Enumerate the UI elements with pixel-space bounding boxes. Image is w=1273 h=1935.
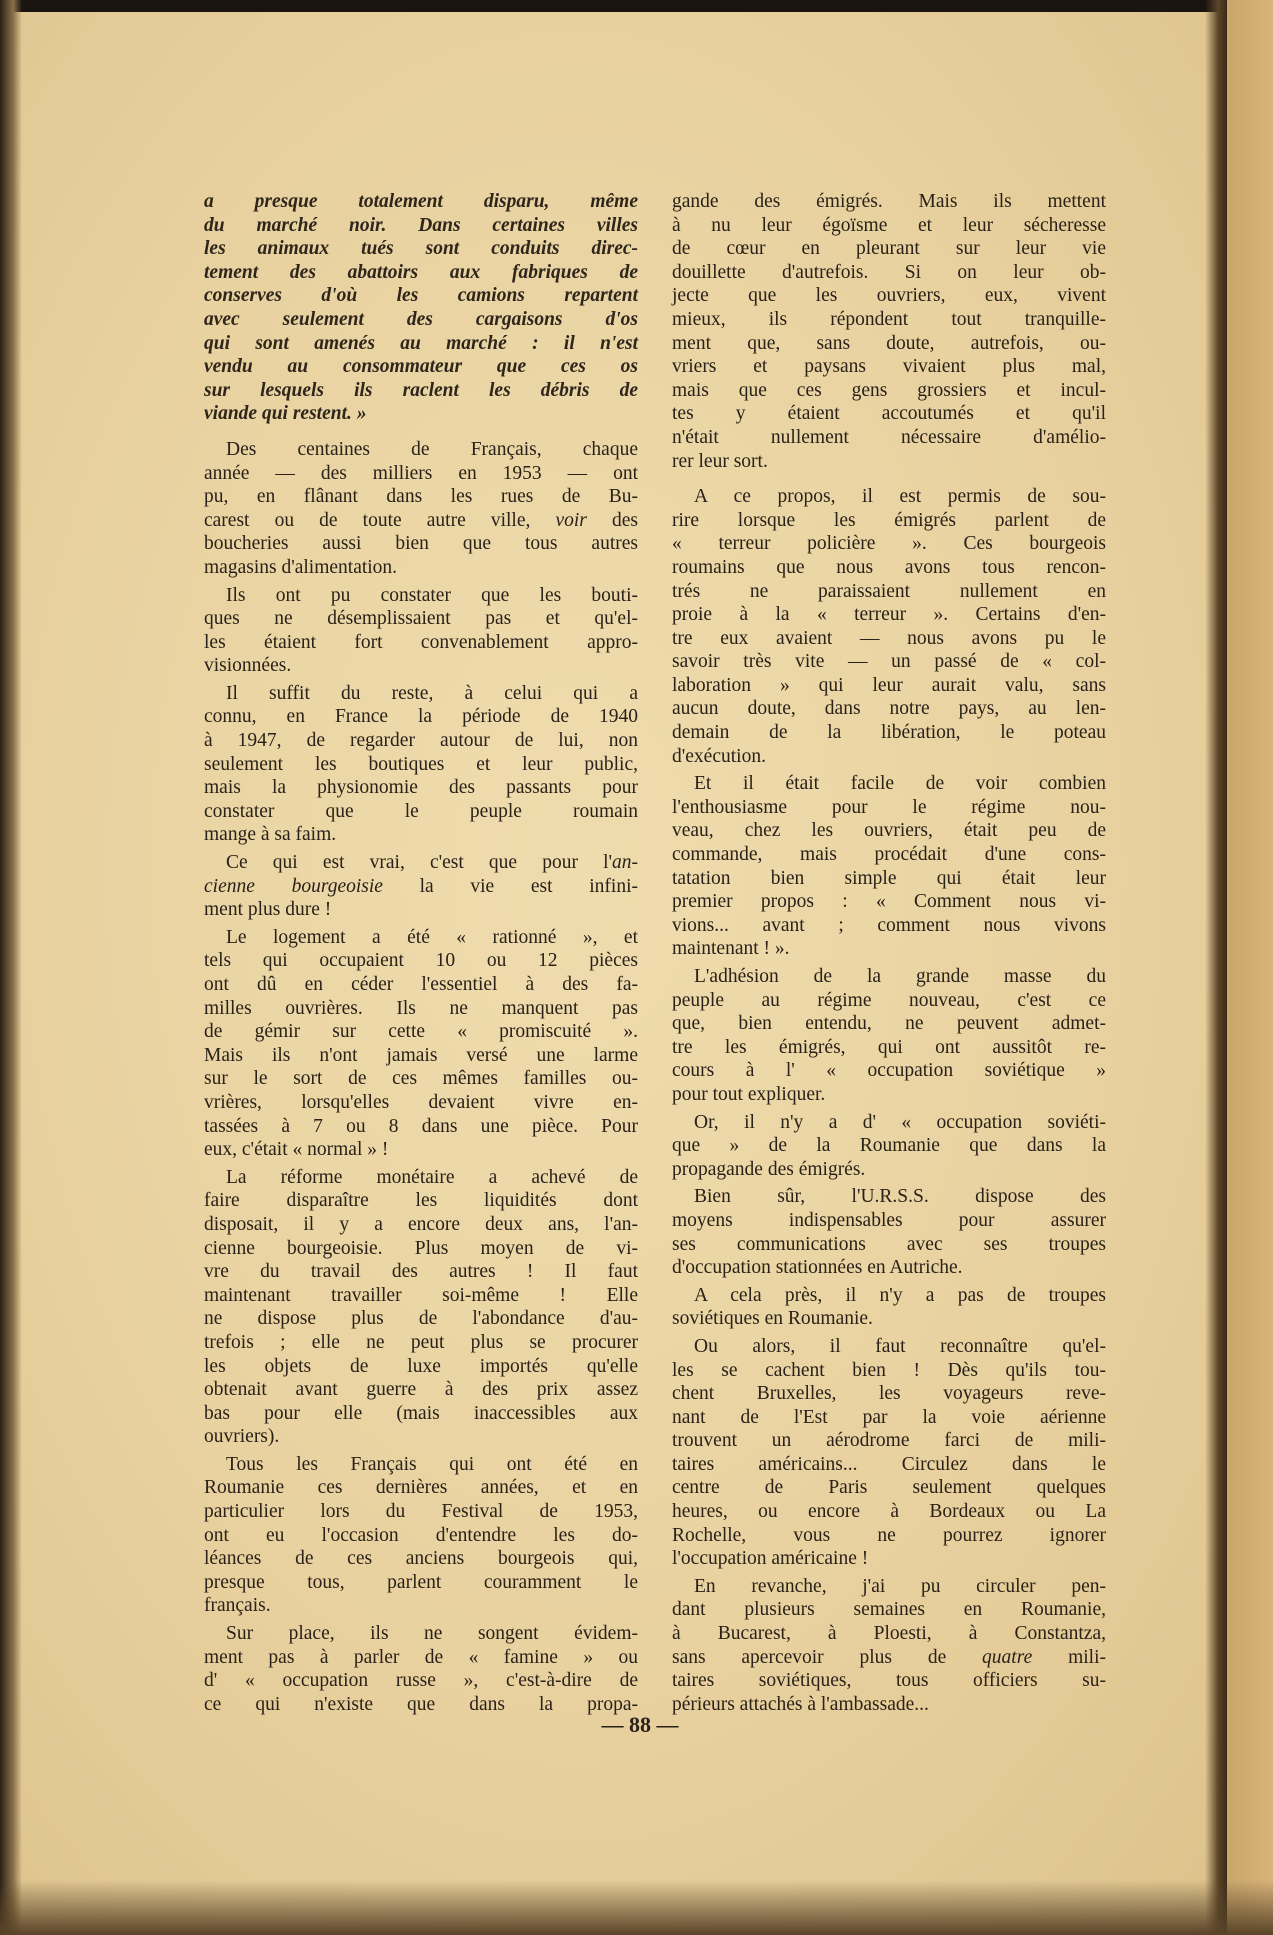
text-line: soviétiques en Roumanie.: [672, 1308, 873, 1330]
text-line: ce qui n'existe que dans la propa-: [204, 1693, 638, 1715]
text-line: Or, il n'y a d' « occupation soviéti-: [694, 1111, 1106, 1133]
scan-left-edge: [0, 0, 22, 1935]
text-line: Des centaines de Français, chaque: [226, 438, 638, 460]
text-line: taires américains... Circulez dans le: [672, 1453, 1106, 1475]
text-line: gande des émigrés. Mais ils mettent: [672, 191, 1106, 212]
text-line: français.: [204, 1595, 271, 1617]
paragraph: [672, 965, 1106, 1107]
text-column-left: [204, 190, 638, 1720]
text-line: Il suffit du reste, à celui qui a: [226, 682, 638, 704]
text-line: d'occupation stationnées en Autriche.: [672, 1257, 963, 1279]
text-line: propagande des émigrés.: [672, 1158, 866, 1180]
text-line: magasins d'alimentation.: [204, 556, 398, 578]
text-line: taires soviétiques, tous officiers su-: [672, 1670, 1106, 1692]
italic-text: cienne bourgeoisie: [204, 875, 383, 897]
text-line: trouvent un aérodrome farci de mili-: [672, 1430, 1106, 1452]
text-line: à Bucarest, à Ploesti, à Constantza,: [672, 1623, 1106, 1645]
text-line: tassées à 7 ou 8 dans une pièce. Pour: [204, 1115, 638, 1137]
text-line: Bien sûr, l'U.R.S.S. dispose des: [694, 1186, 1106, 1208]
text-line: ment plus dure !: [204, 899, 332, 921]
italic-text: an-: [612, 852, 638, 874]
text-line: [204, 875, 638, 899]
paragraph: [204, 438, 638, 580]
text-line: vendu au consommateur que ces os: [204, 356, 638, 378]
text-line: particulier lors du Festival de 1953,: [204, 1501, 638, 1523]
text-line: Mais ils n'ont jamais versé une larme: [204, 1044, 638, 1066]
paragraph: [672, 772, 1106, 961]
text-line: laboration » qui leur aurait valu, sans: [672, 674, 1106, 696]
text-line: aucun doute, dans notre pays, au len-: [672, 698, 1106, 720]
italic-text: quatre: [982, 1646, 1033, 1668]
paragraph: [204, 584, 638, 678]
text-line: sur lesquels ils raclent les débris de: [204, 379, 638, 401]
text-line: En revanche, j'ai pu circuler pen-: [694, 1575, 1106, 1597]
text-line: vre du travail des autres ! Il faut: [204, 1261, 638, 1283]
text-line: La réforme monétaire a achevé de: [226, 1166, 638, 1188]
text-line: connu, en France la période de 1940: [204, 706, 638, 728]
paragraph: [672, 190, 1106, 473]
quoted-paragraph: [204, 190, 638, 426]
text-line: mais la physionomie des passants pour: [204, 777, 638, 799]
text-line: pu, en flânant dans les rues de Bu-: [204, 486, 638, 508]
text-segment: sans apercevoir plus de: [672, 1646, 983, 1668]
paragraph: [204, 1622, 638, 1716]
text-segment: des: [586, 509, 638, 531]
text-line: de cœur en pleurant sur leur vie: [672, 238, 1106, 260]
text-line: peuple au régime nouveau, c'est ce: [672, 989, 1106, 1011]
text-line: « terreur policière ». Ces bourgeois: [672, 533, 1106, 555]
text-line: rer leur sort.: [672, 450, 768, 472]
text-line: A ce propos, il est permis de sou-: [694, 486, 1106, 508]
text-line: mieux, ils répondent tout tranquille-: [672, 308, 1106, 330]
text-line: vriers et paysans vivaient plus mal,: [672, 356, 1106, 378]
text-line: [204, 509, 638, 533]
text-line: eux, c'était « normal » !: [204, 1139, 389, 1161]
text-line: du marché noir. Dans certaines villes: [204, 214, 638, 236]
text-line: que » de la Roumanie que dans la: [672, 1135, 1106, 1157]
text-line: constater que le peuple roumain: [204, 800, 638, 822]
text-line: tatation bien simple qui était leur: [672, 867, 1106, 889]
text-line: périeurs attachés à l'ambassade...: [672, 1693, 929, 1715]
text-line: tre les émigrés, qui ont aussitôt re-: [672, 1036, 1106, 1058]
text-line: boucheries aussi bien que tous autres: [204, 533, 638, 555]
text-line: roumains que nous avons tous rencon-: [672, 556, 1106, 578]
text-line: presque tous, parlent couramment le: [204, 1571, 638, 1593]
text-line: mange à sa faim.: [204, 824, 337, 846]
text-line: disposait, il y a encore deux ans, l'an-: [204, 1213, 638, 1235]
text-line: l'enthousiasme pour le régime nou-: [672, 796, 1106, 818]
text-line: tre eux avaient — nous avons pu le: [672, 627, 1106, 649]
paragraph: [672, 485, 1106, 768]
text-line: tes y étaient accoutumés et qu'il: [672, 403, 1106, 425]
text-line: trefois ; elle ne peut plus se procurer: [204, 1331, 638, 1353]
text-line: maintenant ! ».: [672, 938, 790, 960]
paragraph: [672, 1575, 1106, 1717]
text-line: obtenait avant guerre à des prix assez: [204, 1379, 638, 1401]
text-line: les animaux tués sont conduits direc-: [204, 238, 638, 260]
text-line: Roumanie ces dernières années, et en: [204, 1477, 638, 1499]
paragraph: [672, 1335, 1106, 1571]
text-line: L'adhésion de la grande masse du: [694, 966, 1106, 987]
page-number: — 88 —: [601, 1712, 679, 1737]
text-line: vions... avant ; comment nous vivons: [672, 914, 1106, 936]
text-line: douillette d'autrefois. Si on leur ob-: [672, 261, 1106, 283]
text-line: faire disparaître les liquidités dont: [204, 1190, 638, 1212]
text-line: sur le sort de ces mêmes familles ou-: [204, 1068, 638, 1090]
text-line: veau, chez les ouvriers, était peu de: [672, 820, 1106, 842]
text-line: tement des abattoirs aux fabriques de: [204, 261, 638, 283]
text-line: Rochelle, vous ne pourrez ignorer: [672, 1524, 1106, 1546]
text-column-right: [672, 190, 1106, 1720]
text-line: n'était nullement nécessaire d'amélio-: [672, 426, 1106, 448]
text-line: bas pour elle (mais inaccessibles aux: [204, 1402, 638, 1424]
scan-bottom-edge: [0, 1880, 1273, 1935]
text-line: premier propos : « Comment nous vi-: [672, 891, 1106, 913]
paragraph: [672, 1185, 1106, 1279]
text-line: les objets de luxe importés qu'elle: [204, 1355, 638, 1377]
text-line: jecte que les ouvriers, eux, vivent: [672, 285, 1106, 307]
text-line: Sur place, ils ne songent évidem-: [226, 1623, 638, 1645]
text-line: à 1947, de regarder autour de lui, non: [204, 730, 638, 752]
paragraph: [204, 1453, 638, 1618]
text-line: avec seulement des cargaisons d'os: [204, 308, 638, 330]
text-line: maintenant travailler soi-même ! Elle: [204, 1284, 638, 1306]
text-line: d'exécution.: [672, 745, 766, 767]
text-line: ont dû en céder l'essentiel à des fa-: [204, 974, 638, 995]
scan-top-edge: [0, 0, 1273, 12]
text-line: année — des milliers en 1953 — ont: [204, 462, 638, 484]
text-line: centre de Paris seulement quelques: [672, 1477, 1106, 1499]
text-line: demain de la libération, le poteau: [672, 722, 1106, 744]
text-line: A cela près, il n'y a pas de troupes: [694, 1284, 1106, 1306]
text-line: moyens indispensables pour assurer: [672, 1209, 1106, 1231]
text-line: mais que ces gens grossiers et incul-: [672, 379, 1106, 401]
text-line: Ou alors, il faut reconnaître qu'el-: [694, 1335, 1106, 1357]
book-gutter: [1205, 0, 1227, 1935]
text-line: les se cachent bien ! Dès qu'ils tou-: [672, 1359, 1106, 1381]
text-line: ses communications avec ses troupes: [672, 1233, 1106, 1255]
text-line: ont eu l'occasion d'entendre les do-: [204, 1524, 638, 1546]
text-line: ment que, sans doute, autrefois, ou-: [672, 332, 1106, 354]
text-line: Et il était facile de voir combien: [694, 773, 1106, 795]
text-line: Le logement a été « rationné », et: [226, 926, 638, 948]
text-line: cours à l' « occupation soviétique »: [672, 1060, 1106, 1082]
paragraph: [672, 1111, 1106, 1182]
text-line: [204, 851, 638, 875]
text-line: léances de ces anciens bourgeois qui,: [204, 1548, 638, 1570]
text-line: que, bien entendu, ne peuvent admet-: [672, 1013, 1106, 1035]
text-line: [672, 1646, 1106, 1670]
text-line: l'occupation américaine !: [672, 1548, 869, 1570]
adjacent-page-edge: [1227, 0, 1273, 1935]
text-line: les étaient fort convenablement appro-: [204, 631, 638, 653]
text-line: ne dispose plus de l'abondance d'au-: [204, 1308, 638, 1330]
text-line: milles ouvrières. Ils ne manquent pas: [204, 997, 638, 1019]
paragraph: [204, 926, 638, 1162]
italic-text: voir: [555, 509, 587, 531]
text-line: à nu leur égoïsme et leur sécheresse: [672, 214, 1106, 236]
text-line: rire lorsque les émigrés parlent de: [672, 509, 1106, 531]
text-line: nant de l'Est par la voie aérienne: [672, 1406, 1106, 1428]
text-line: Tous les Français qui ont été en: [226, 1453, 638, 1475]
text-line: commande, mais procédait d'une cons-: [672, 844, 1106, 866]
text-line: qui sont amenés au marché : il n'est: [204, 332, 638, 354]
text-line: chent Bruxelles, les voyageurs reve-: [672, 1383, 1106, 1405]
text-line: pour tout expliquer.: [672, 1083, 826, 1105]
text-line: savoir très vite — un passé de « col-: [672, 651, 1106, 673]
text-line: Ils ont pu constater que les bouti-: [226, 584, 638, 606]
text-line: tels qui occupaient 10 ou 12 pièces: [204, 950, 638, 972]
text-line: ques ne désemplissaient pas et qu'el-: [204, 608, 638, 630]
text-line: vrières, lorsqu'elles devaient vivre en-: [204, 1091, 638, 1113]
text-line: a presque totalement disparu, même: [204, 191, 638, 212]
text-line: d' « occupation russe », c'est-à-dire de: [204, 1670, 638, 1692]
paragraph: [204, 1166, 638, 1449]
paragraph: [204, 682, 638, 847]
text-line: ment pas à parler de « famine » ou: [204, 1646, 638, 1668]
text-segment: Ce qui est vrai, c'est que pour l': [226, 852, 612, 874]
text-line: seulement les boutiques et leur public,: [204, 753, 638, 775]
text-line: viande qui restent. »: [204, 403, 367, 425]
text-line: cienne bourgeoisie. Plus moyen de vi-: [204, 1237, 638, 1259]
paragraph: [672, 1284, 1106, 1331]
text-line: conserves d'où les camions repartent: [204, 285, 638, 307]
text-line: visionnées.: [204, 655, 292, 677]
paragraph: [204, 851, 638, 922]
text-line: proie à la « terreur ». Certains d'en-: [672, 604, 1106, 626]
text-segment: mili-: [1032, 1646, 1106, 1668]
text-line: ouvriers).: [204, 1426, 280, 1448]
text-line: trés ne paraissaient nullement en: [672, 580, 1106, 602]
text-segment: la vie est infini-: [382, 875, 638, 897]
text-line: dant plusieurs semaines en Roumanie,: [672, 1599, 1106, 1621]
text-line: de gémir sur cette « promiscuité ».: [204, 1021, 638, 1043]
text-line: heures, ou encore à Bordeaux ou La: [672, 1501, 1106, 1523]
text-segment: carest ou de toute autre ville,: [204, 509, 556, 531]
